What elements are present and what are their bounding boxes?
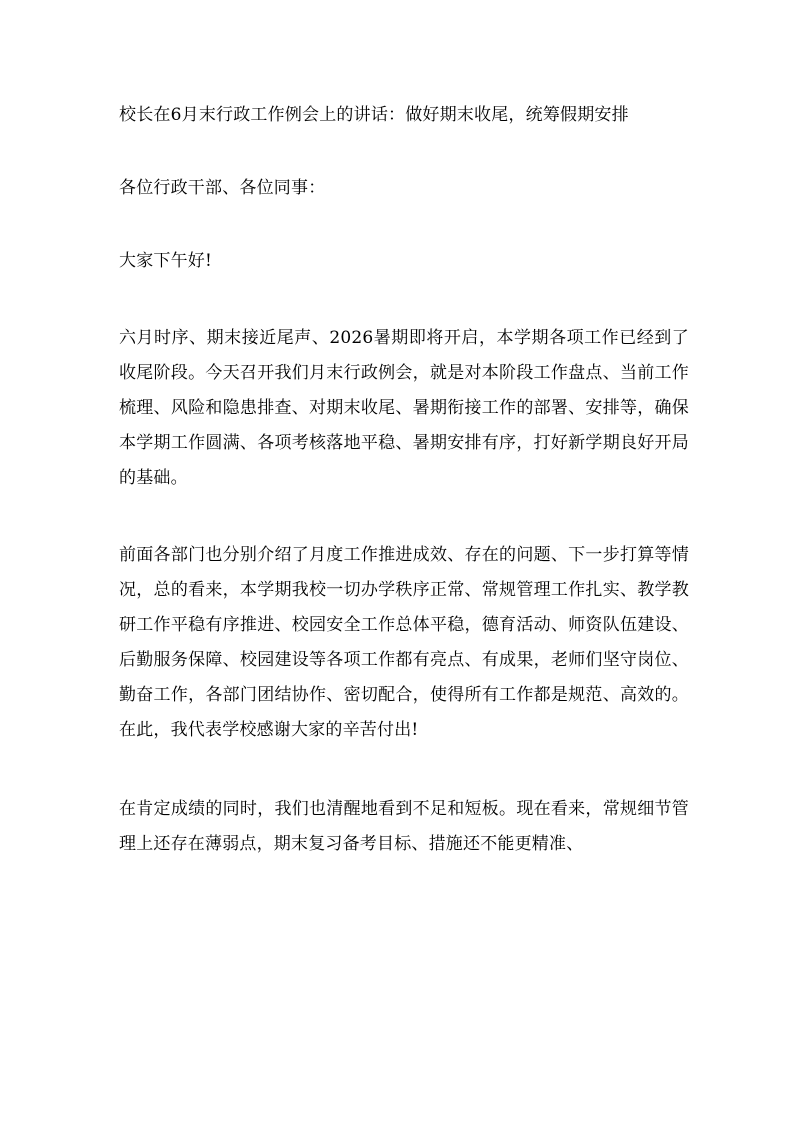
body-paragraph: 在肯定成绩的同时，我们也清醒地看到不足和短板。现在看来，常规细节管理上还存在薄弱点，期末复习备考目标、措施还不能更精准、: [119, 799, 689, 854]
body-paragraph: 六月时序、期末接近尾声、2026暑期即将开启，本学期各项工作已经到了收尾阶段。今天召开我们月末行政例会，就是对本阶段工作盘点、当前工作梳理、风险和隐患排查、对期末收尾、暑期衔接工作的部署、安排等，确保本学期工作圆满、各项考核落地平稳、暑期安排有序，打好新学期良好开局的基础。: [119, 328, 689, 488]
document-body: [119, 98, 689, 862]
salutation: 各位行政干部、各位同事：: [119, 178, 326, 198]
body-paragraph: 前面各部门也分别介绍了月度工作推进成效、存在的问题、下一步打算等情况，总的看来，本学期我校一切办学秩序正常、常规管理工作扎实、教学教研工作平稳有序推进、校园安全工作总体平稳，德育活动、师资队伍建设、后勤服务保障、校园建设等各项工作都有亮点、有成果，老师们坚守岗位、勤奋工作，各部门团结协作、密切配合，使得所有工作都是规范、高效的。在此，我代表学校感谢大家的辛苦付出!: [119, 545, 689, 740]
document-title: 校长在6月末行政工作例会上的讲话：做好期末收尾，统筹假期安排: [119, 105, 629, 125]
greeting: 大家下午好!: [119, 251, 213, 271]
